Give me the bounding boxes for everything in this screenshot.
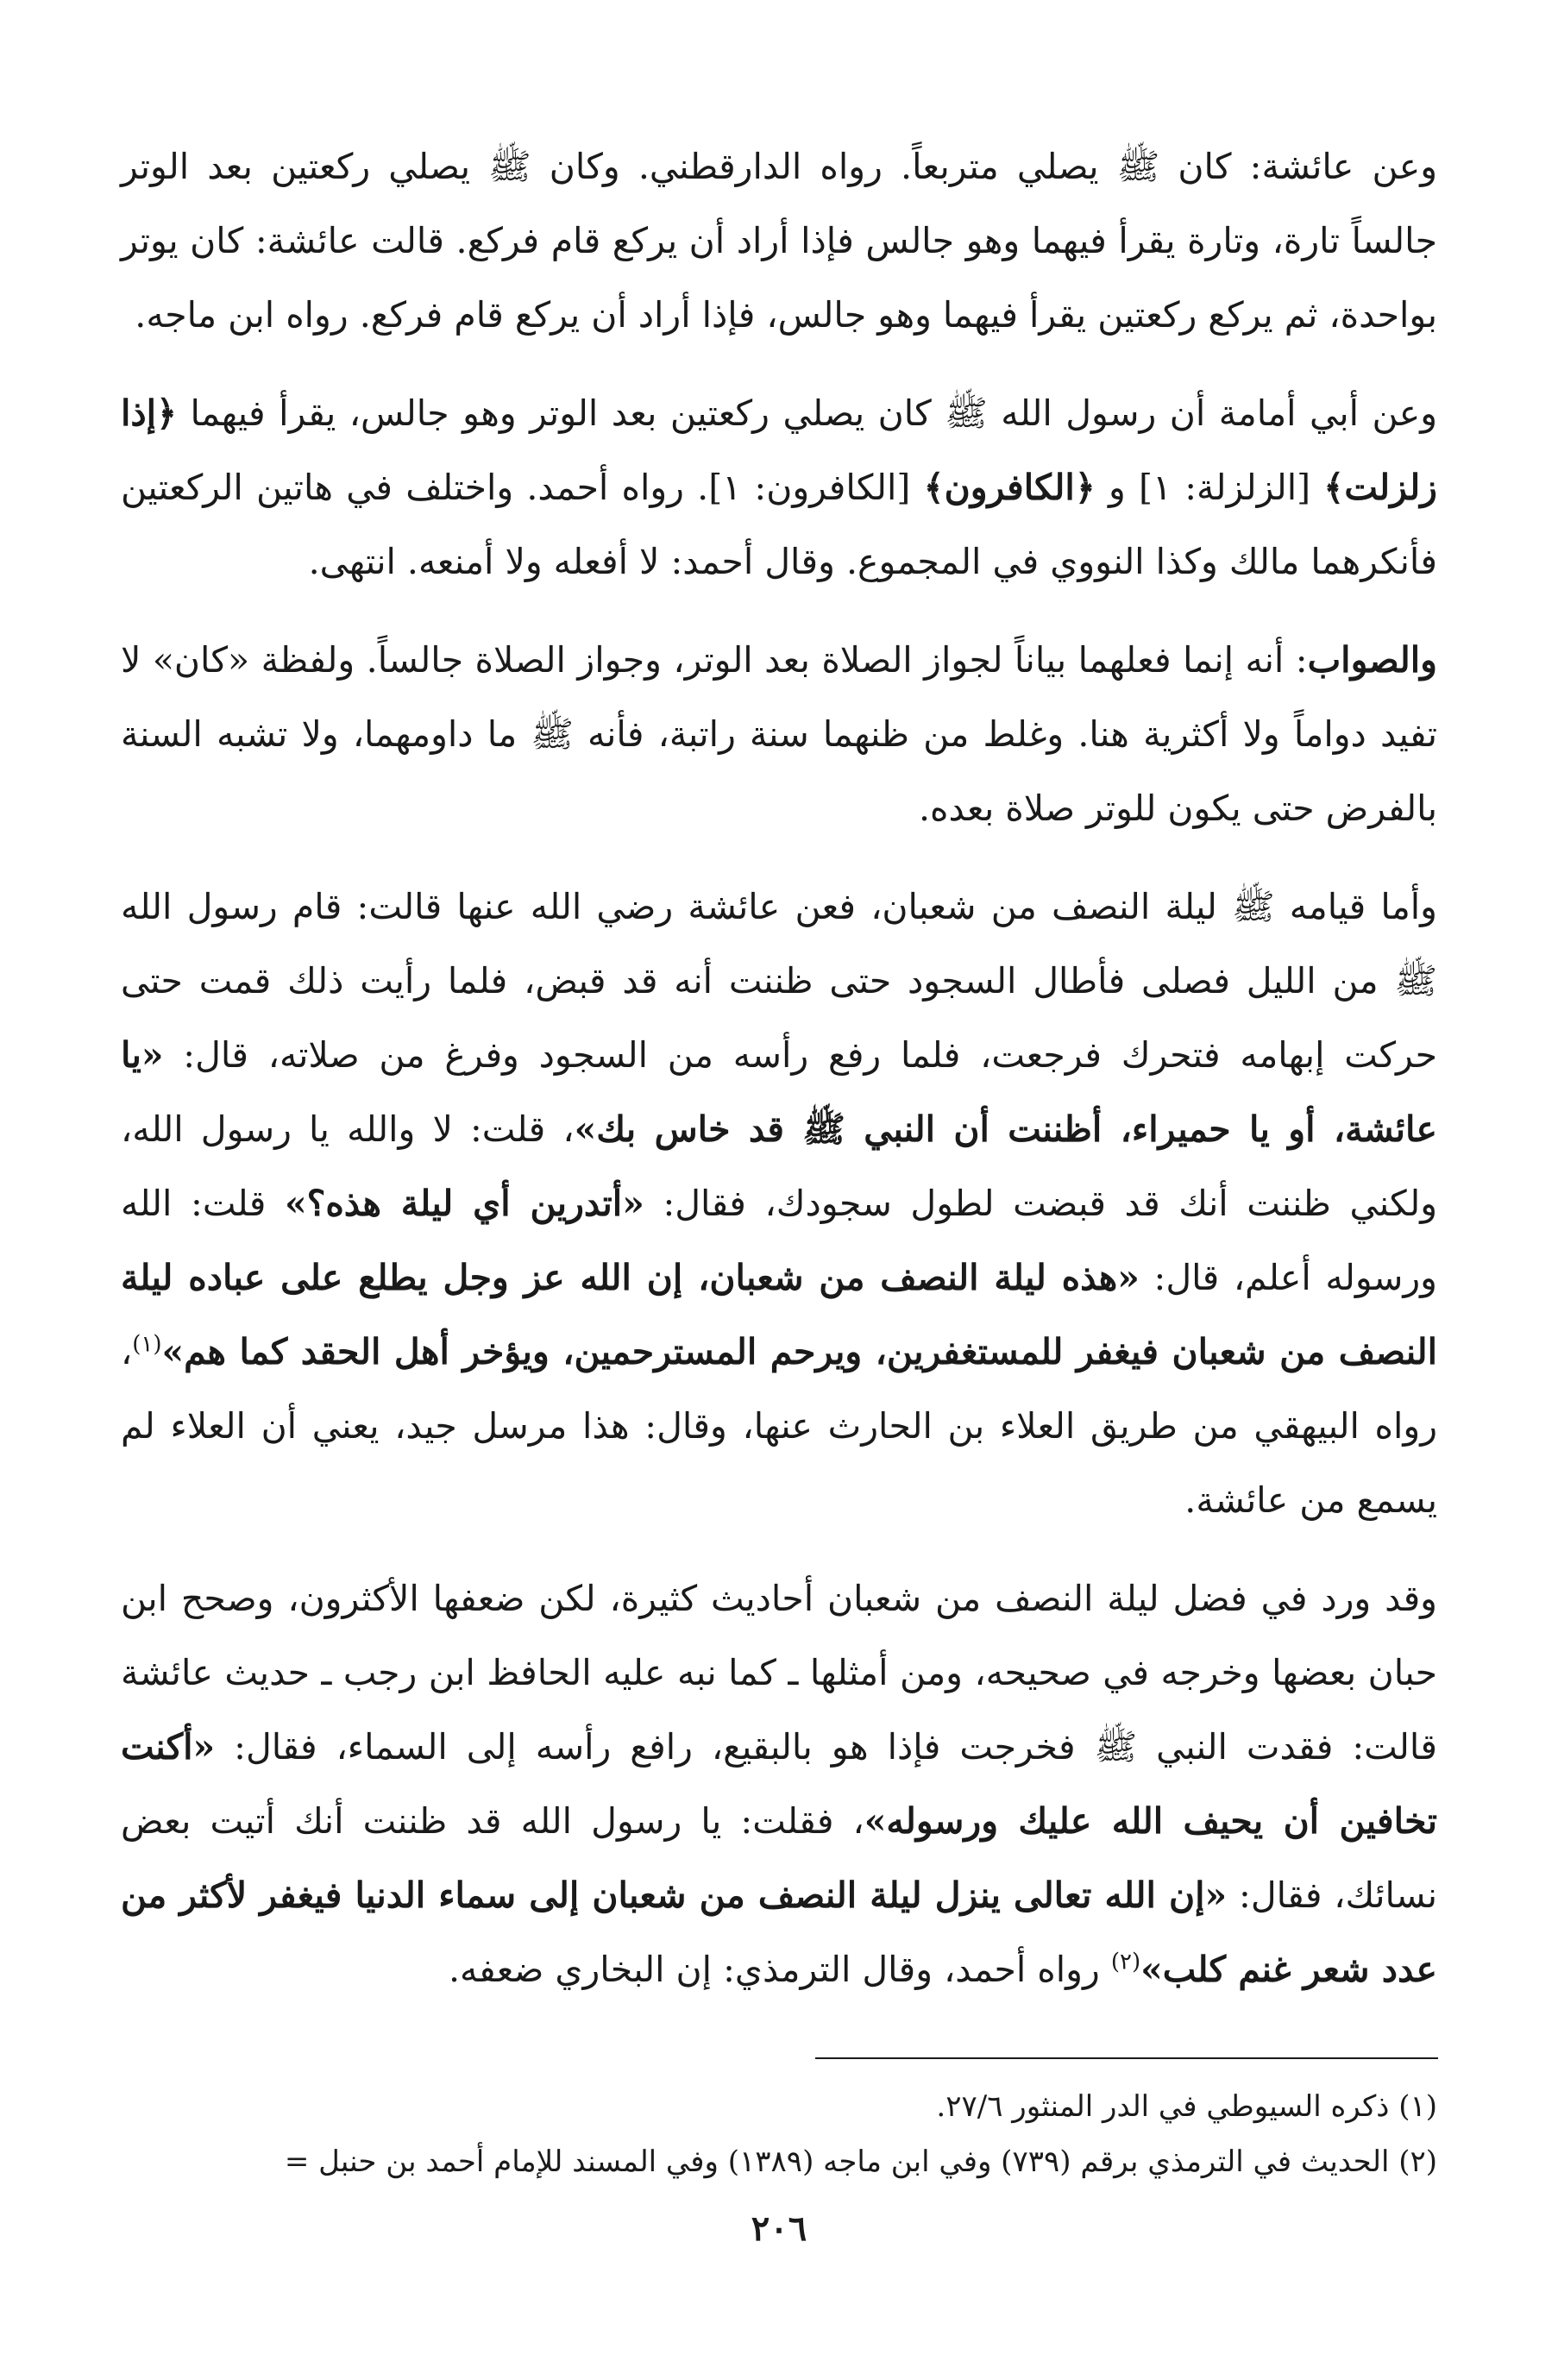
page-number: ٢٠٦ <box>751 2208 807 2249</box>
footnote-reference: (٢) <box>1110 1949 1141 1975</box>
quoted-text: «أكنت تخافين أن يحيف الله عليك ورسوله» <box>121 1726 1437 1842</box>
main-text <box>121 129 1437 2006</box>
body-text: ، قلت: لا والله يا رسول الله، ولكني ظننت أنك قد قبضت لطول سجودك، فقال: <box>121 1108 1438 1224</box>
footnote: (١) ذكره السيوطي في الدر المنثور ٢٧/٦. <box>936 2089 1437 2124</box>
body-text: ، رواه البيهقي من طريق العلاء بن الحارث عنها، وقال: هذا مرسل جيد، يعني أن العلاء لم يسمع من عائشة. <box>121 1331 1437 1521</box>
body-text: وأما قيامه ﷺ ليلة النصف من شعبان، فعن عائشة رضي الله عنها قالت: قام رسول الله ﷺ من الليل فصلى فأطال السجود حتى ظننت أنه قد قبض، فلما رأيت ذلك قمت حتى حركت إبهامه فتحرك فرجعت، فلما رفع رأسه من السجود وفرغ من صلاته، قال: <box>121 886 1437 1076</box>
body-text: وعن عائشة: كان ﷺ يصلي متربعاً. رواه الدارقطني. وكان ﷺ يصلي ركعتين بعد الوتر جالساً تارة، وتارة يقرأ فيهما وهو جالس فإذا أراد أن يركع قام فركع. قالت عائشة: كان يوتر بواحدة، ثم يركع ركعتين يقرأ فيهما وهو جالس، فإذا أراد أن يركع قام فركع. رواه ابن ماجه. <box>121 146 1437 336</box>
paragraph <box>121 129 1437 352</box>
quoted-text: والصواب <box>1307 639 1437 681</box>
body-text: [الكافرون: ١]. رواه أحمد. واختلف في هاتين الركعتين فأنكرهما مالك وكذا النووي في المجموع. وقال أحمد: لا أفعله ولا أمنعه. انتهى. <box>121 467 1437 582</box>
body-text: : أنه إنما فعلهما بياناً لجواز الصلاة بعد الوتر، وجواز الصلاة جالساً. ولفظة «كان» لا تفيد دواماً ولا أكثرية هنا. وغلط من ظنهما سنة راتبة، فأنه ﷺ ما داومهما، ولا تشبه السنة بالفرض حتى يكون للوتر صلاة بعده. <box>121 639 1437 829</box>
footnote-separator <box>815 2057 1438 2059</box>
quoted-text: ﴿إذا زلزلت﴾ <box>121 392 1437 508</box>
quoted-text: ﴿الكافرون﴾ <box>923 467 1096 508</box>
body-text: ، فقلت: يا رسول الله قد ظننت أنك أتيت بعض نسائك، فقال: <box>121 1800 1437 1916</box>
footnote: (٢) الحديث في الترمذي برقم (٧٣٩) وفي ابن ماجه (١٣٨٩) وفي المسند للإمام أحمد بن حنبل = <box>284 2145 1437 2179</box>
body-text: وعن أبي أمامة أن رسول الله ﷺ كان يصلي ركعتين بعد الوتر وهو جالس، يقرأ فيهما <box>177 392 1437 434</box>
quoted-text: «أتدرين أي ليلة هذه؟» <box>284 1183 644 1224</box>
body-text: رواه أحمد، وقال الترمذي: إن البخاري ضعفه. <box>449 1949 1111 1990</box>
quoted-text: «هذه ليلة النصف من شعبان، إن الله عز وجل يطلع على عباده ليلة النصف من شعبان فيغفر للمستغفرين، ويرحم المسترحمين، ويؤخر أهل الحقد كما هم» <box>121 1257 1437 1372</box>
body-text: قلت: الله ورسوله أعلم، قال: <box>121 1183 1437 1298</box>
quoted-text: «يا عائشة، أو يا حميراء، أظننت أن النبي ﷺ قد خاس بك» <box>121 1034 1438 1150</box>
paragraph <box>121 376 1437 599</box>
paragraph <box>121 623 1437 845</box>
footnote-reference: (١) <box>132 1331 162 1358</box>
paragraph <box>121 870 1437 1537</box>
paragraph <box>121 1561 1437 2006</box>
footnotes <box>86 2079 1437 2189</box>
quoted-text: «إن الله تعالى ينزل ليلة النصف من شعبان إلى سماء الدنيا فيغفر لأكثر من عدد شعر غنم كلب» <box>121 1874 1437 1990</box>
body-text: وقد ورد في فضل ليلة النصف من شعبان أحاديث كثيرة، لكن ضعفها الأكثرون، وصحح ابن حبان بعضها وخرجه في صحيحه، ومن أمثلها ـ كما نبه عليه الحافظ ابن رجب ـ حديث عائشة قالت: فقدت النبي ﷺ فخرجت فإذا هو بالبقيع، رافع رأسه إلى السماء، فقال: <box>121 1578 1437 1768</box>
body-text: [الزلزلة: ١] و <box>1095 467 1324 508</box>
